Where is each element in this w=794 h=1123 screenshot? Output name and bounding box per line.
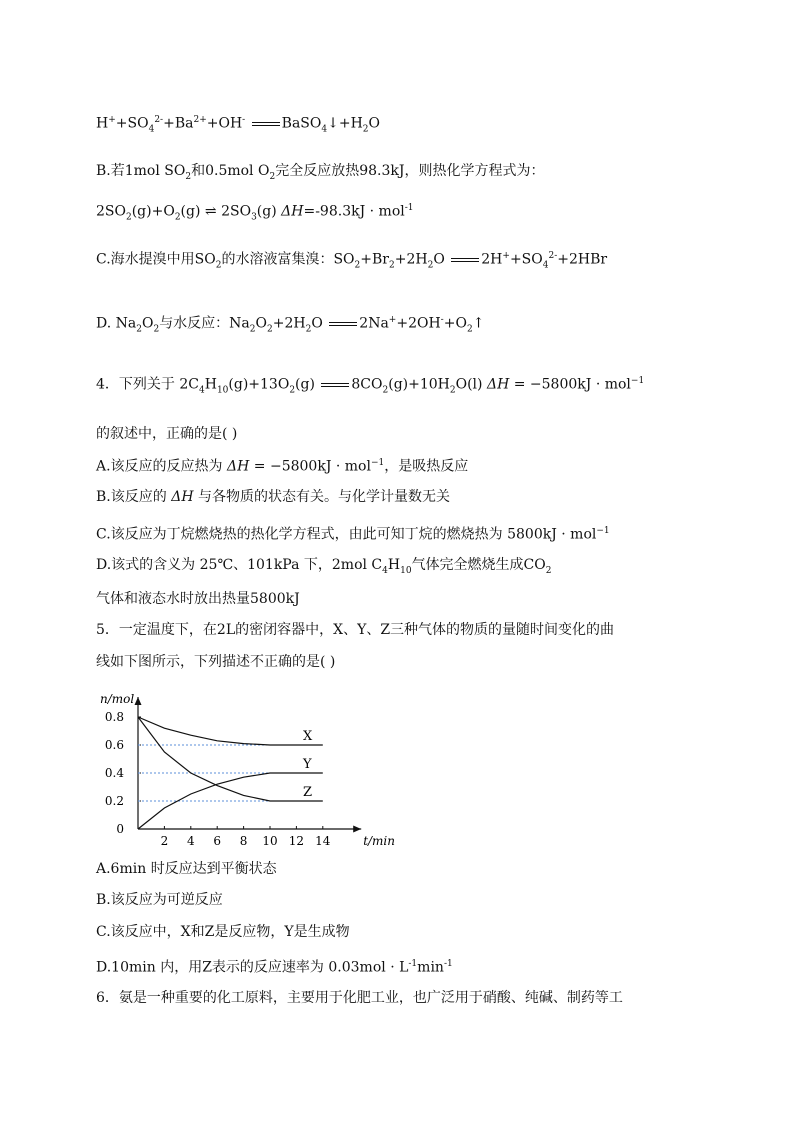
series-line-Z xyxy=(138,717,323,801)
q4-stem: 4．下列关于 $2C_4H_{10}(g)+13O_2(g)$ $8CO_2(g)+10H_2O(l) \Delta H = -5800kJ \cdot mol^{-1}$ xyxy=(96,376,645,396)
q3-option-a-equation: $H^++SO_4^{2-}+Ba^{2+}+OH^-$ $BaSO_4↓+H_2O$ xyxy=(96,115,380,135)
y-axis-label: n/mol xyxy=(100,692,135,706)
equals-sign xyxy=(321,383,349,387)
series-line-X xyxy=(138,717,323,745)
q4-option-c: C.该反应为丁烷燃烧热的热化学方程式，由此可知丁烷的燃烧热为 5800kJ · mol$^{-1}$ xyxy=(96,526,610,543)
q3-option-c: C.海水提溴中用$SO_2$的水溶液富集溴：$SO_2+Br_2+2H_2O$ $2H^++SO_4^{2-}+2HBr$ xyxy=(96,251,608,271)
series-label-Y: Y xyxy=(303,757,312,772)
q5-option-d: D.10min 内，用Z表示的反应速率为 $0.03mol \cdot L^{-1}\min^{-1}$ xyxy=(96,959,453,976)
y-tick-label: 0.8 xyxy=(104,710,124,724)
x-tick-label: 6 xyxy=(213,834,222,848)
x-tick-label: 8 xyxy=(239,834,248,848)
q4-option-b: B.该反应的 ΔH 与各物质的状态有关。与化学计量数无关 xyxy=(96,489,450,505)
reversible-arrow: ⇌ xyxy=(204,203,217,220)
q5-option-a: A.6min 时反应达到平衡状态 xyxy=(96,861,277,877)
series-label-Z: Z xyxy=(303,785,313,800)
q4-option-d-continued: 气体和液态水时放出热量5800kJ xyxy=(96,591,300,607)
x-tick-label: 12 xyxy=(288,834,305,848)
y-axis-arrow-icon xyxy=(135,697,142,705)
equals-sign xyxy=(451,258,479,262)
q3-option-b-equation: $2SO_2(g)+O_2(g)$ ⇌ $2SO_3(g) \Delta H=-98.3kJ \cdot mol^{-1}$ xyxy=(96,203,414,223)
x-tick-label: 2 xyxy=(160,834,169,848)
q4-stem-continued: 的叙述中，正确的是( ) xyxy=(96,426,238,442)
y-tick-label: 0.2 xyxy=(104,794,124,808)
x-tick-label: 4 xyxy=(186,834,195,848)
x-tick-label: 14 xyxy=(315,834,331,848)
q5-option-b: B.该反应为可逆反应 xyxy=(96,892,223,908)
equals-sign xyxy=(252,122,280,126)
q5-stem: 5．一定温度下，在2L的密闭容器中，X、Y、Z三种气体的物质的量随时间变化的曲 xyxy=(96,622,615,638)
q4-option-a: A.该反应的反应热为 ΔH = −5800kJ · mol$^{-1}$，是吸热反应 xyxy=(96,458,469,475)
y-tick-label: 0 xyxy=(116,822,124,836)
q3-option-d: D. $Na_2O_2$与水反应：$Na_2O_2+2H_2O$ $2Na^++2OH^-+O_2↑$ xyxy=(96,315,485,335)
series-label-X: X xyxy=(303,729,313,744)
q5-stem-continued: 线如下图所示，下列描述不正确的是( ) xyxy=(96,654,336,670)
q5-chart xyxy=(90,678,396,853)
x-tick-label: 10 xyxy=(262,834,278,848)
q4-option-d: D.该式的含义为 25℃、101kPa 下，2mol $C_4H_{10}$气体完全燃烧生成$CO_2$ xyxy=(96,557,552,576)
q5-option-c: C.该反应中，X和Z是反应物，Y是生成物 xyxy=(96,924,350,940)
x-axis-arrow-icon xyxy=(353,826,361,833)
q3-option-b: B.若1mol $SO_2$和0.5mol $O_2$完全反应放热98.3kJ，则热化学方程式为： xyxy=(96,163,545,182)
equals-sign xyxy=(329,322,357,326)
y-tick-label: 0.4 xyxy=(104,766,124,780)
x-axis-label: t/min xyxy=(363,834,396,848)
y-tick-label: 0.6 xyxy=(104,738,124,752)
q6-stem: 6．氨是一种重要的化工原料，主要用于化肥工业，也广泛用于硝酸、纯碱、制药等工 xyxy=(96,990,623,1006)
